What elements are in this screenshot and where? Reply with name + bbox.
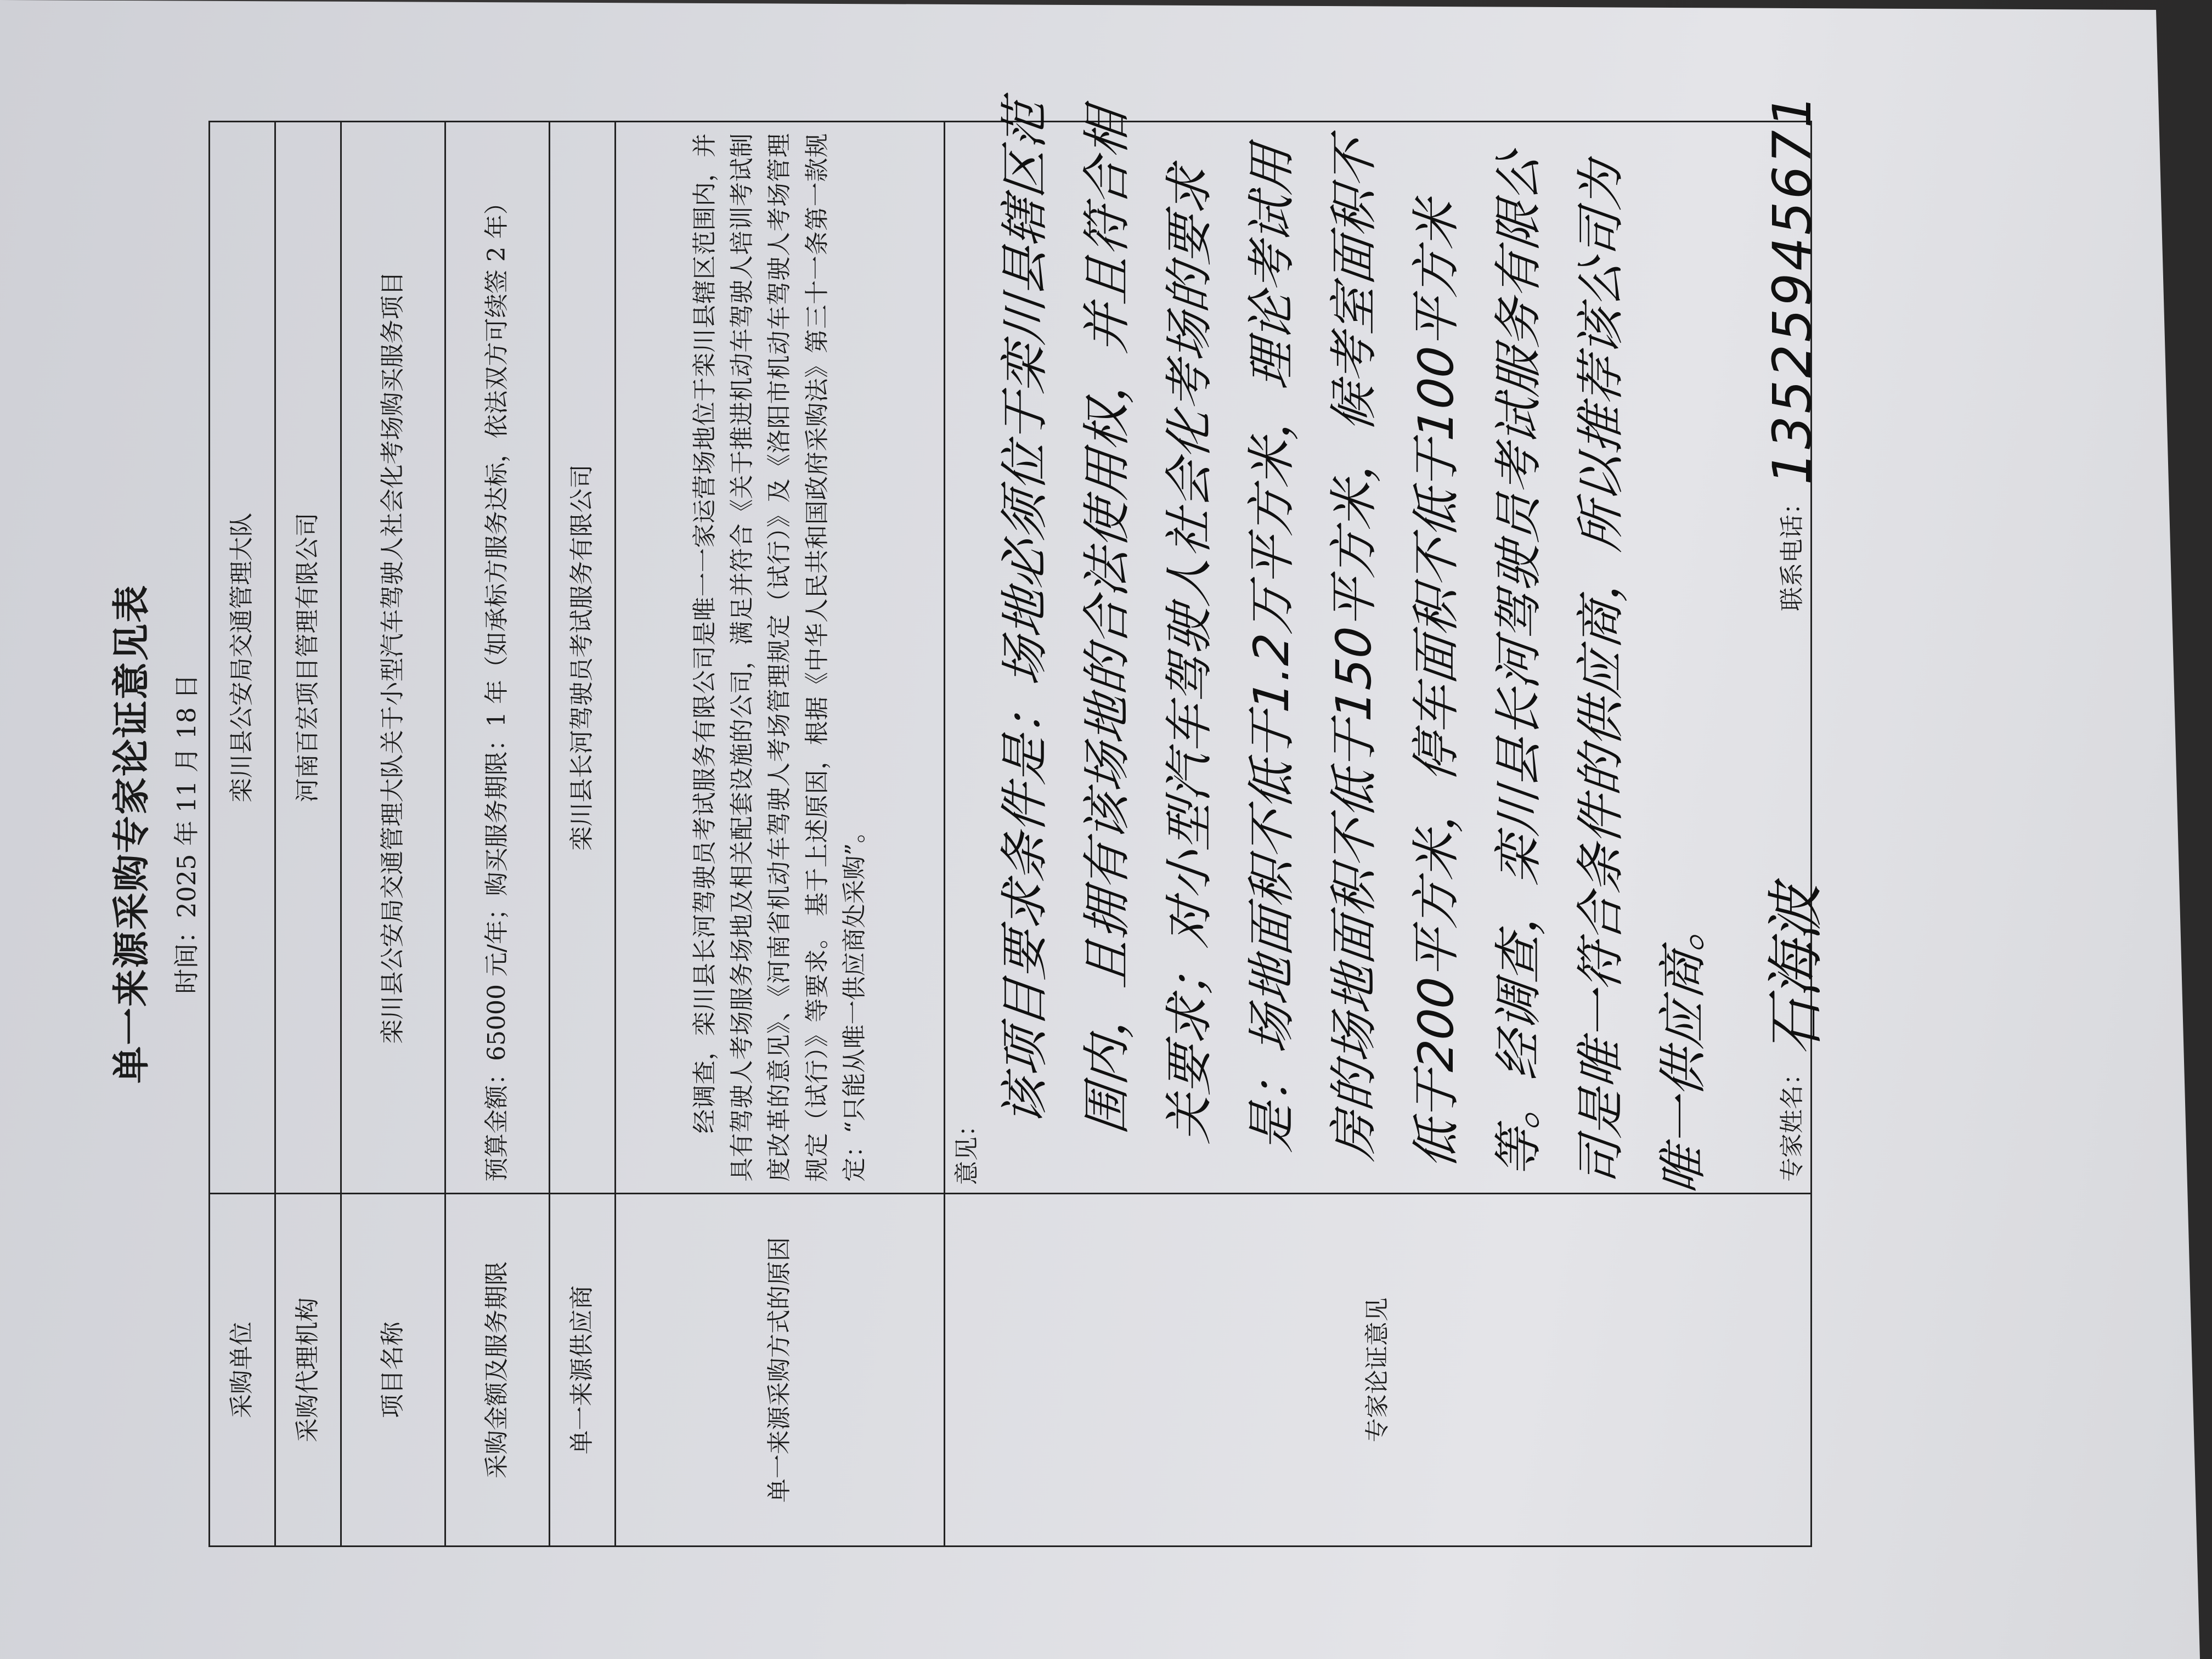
table-row	[210, 122, 275, 1547]
agency-value: 河南百宏项目管理有限公司	[275, 122, 341, 1194]
document-title: 单一来源采购专家论证意见表	[110, 584, 154, 1084]
table-row	[945, 122, 1812, 1547]
table-row	[616, 122, 945, 1547]
expert-opinion-cell	[945, 92, 1829, 1198]
table-row	[445, 122, 550, 1547]
reason-value: 经调查，栾川县长河驾驶员考试服务有限公司是唯一一家运营场地位于栾川县辖区范围内，并具有驾驶人考场服务场地及相关配套设施的公司，满足并符合《关于推进机动车驾驶人培训考试制度改革的意见》、《河南省机动车驾驶人考场管理规定（试行）》及《洛阳市机动车驾驶人考场管理规定（试行）》等要求。 基于上述原因，根据《中华人民共和国政府采购法》第三十一条第一款规定：“只能从唯一供应商处采购”。	[616, 122, 945, 1194]
agency-label: 采购代理机构	[275, 1194, 341, 1547]
project-value: 栾川县公安局交通管理大队关于小型汽车驾驶人社会化考场购买服务项目	[341, 122, 445, 1194]
opinion-prefix: 意见：	[953, 1113, 981, 1185]
project-label: 项目名称	[341, 1194, 445, 1547]
phone-number: 13525945671	[1762, 92, 1823, 485]
expert-signature: 石海波	[1762, 884, 1829, 1056]
expert-opinion-label: 专家论证意见	[945, 1194, 1812, 1547]
document-date: 时间：2025 年 11 月 18 日	[172, 674, 201, 994]
table-row	[275, 122, 341, 1547]
handwritten-opinion: 该项目要求条件是：场地必须位于栾川县辖区范围内，且拥有该场地的合法使用权，并且符合相关要求；对小型汽车驾驶人社会化考场的要求是：场地面积不低于1.2万平方米，理论考试用房的场地面积不低于150平方米，候考室面积不低于200平方米，停车面积不低于100平方米等。经调查，栾川县长河驾驶员考试服务有限公司是唯一符合条件的供应商，所以推荐该公司为唯一供应商。	[996, 97, 1711, 1198]
table-row	[341, 122, 445, 1547]
supplier-label: 单一来源供应商	[550, 1194, 616, 1547]
signature-row	[1757, 92, 1829, 1193]
reason-label: 单一来源采购方式的原因	[616, 1194, 945, 1547]
document-page	[99, 92, 1909, 1547]
supplier-value: 栾川县长河驾驶员考试服务有限公司	[550, 122, 616, 1194]
phone-label: 联系电话：	[1778, 490, 1806, 611]
opinion-form-table	[208, 92, 1829, 1547]
signature-label: 专家姓名：	[1778, 1061, 1806, 1182]
budget-label: 采购金额及服务期限	[445, 1194, 550, 1547]
table-row	[550, 122, 616, 1547]
purchaser-label: 采购单位	[210, 1194, 275, 1547]
purchaser-value: 栾川县公安局交通管理大队	[210, 122, 275, 1194]
budget-value: 预算金额：65000 元/年；购买服务期限：1 年（如承标方服务达标，依法双方可续签 2 年）	[445, 122, 550, 1194]
